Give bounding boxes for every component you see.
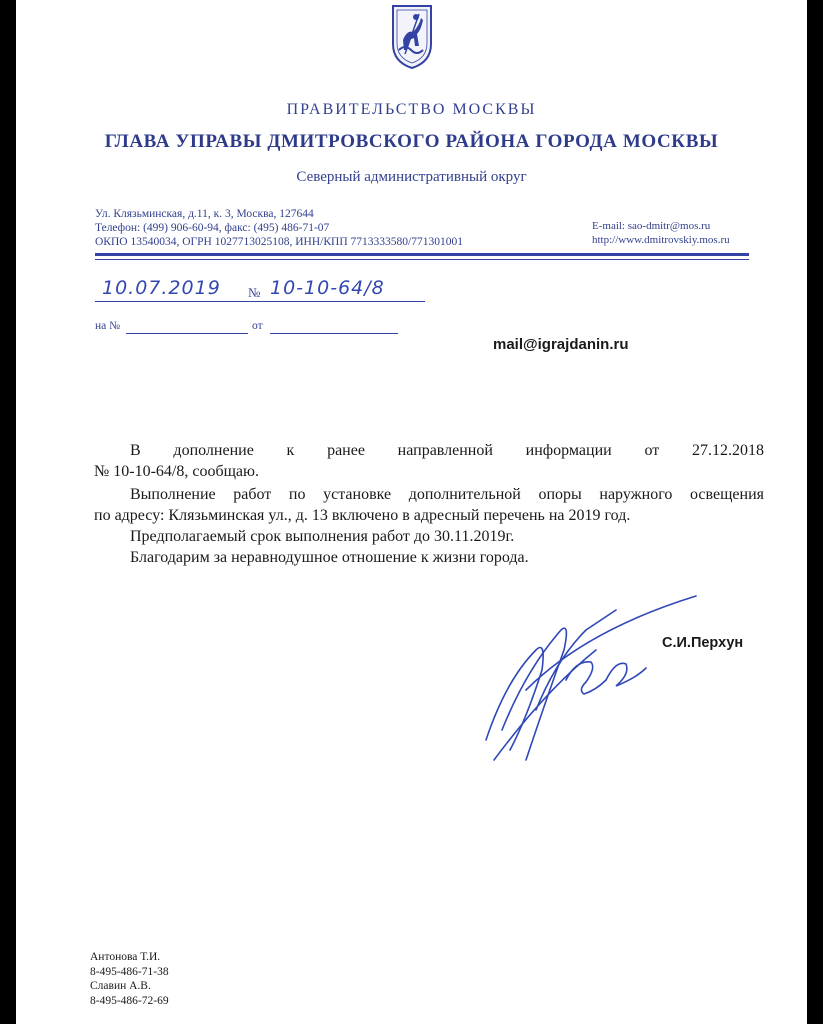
paragraph-3: Предполагаемый срок выполнения работ до 30.11.2019г. — [130, 528, 515, 545]
letterhead-divider-thick — [95, 253, 749, 256]
executor-name: Антонова Т.И. — [90, 951, 161, 963]
paragraph-1-line-2: № 10-10-64/8, сообщаю. — [94, 463, 259, 480]
phone-line: Телефон: (499) 906-60-94, факс: (495) 486-71-07 — [95, 222, 330, 234]
number-sign: № — [248, 285, 261, 300]
government-title: ПРАВИТЕЛЬСТВО МОСКВЫ — [286, 101, 537, 118]
district-name: Северный административный округ — [296, 169, 527, 185]
head-title: ГЛАВА УПРАВЫ ДМИТРОВСКОГО РАЙОНА ГОРОДА МОСКВЫ — [104, 131, 719, 152]
paragraph-2-line-1: Выполнение работ по установке дополнительной опоры наружного освещения — [130, 486, 764, 503]
signer-name: С.И.Перхун — [662, 635, 744, 651]
website-line: http://www.dmitrovskiy.mos.ru — [592, 233, 730, 246]
letter-page — [16, 0, 807, 1024]
letterhead-divider-thin — [95, 259, 749, 260]
reply-to-label: на № — [95, 320, 121, 332]
date-number-underline — [95, 301, 425, 302]
address-line: Ул. Клязьминская, д.11, к. 3, Москва, 127644 — [95, 208, 314, 220]
registry-line: ОКПО 13540034, ОГРН 1027713025108, ИНН/КПП 7713333580/771301001 — [95, 236, 463, 248]
paragraph-4: Благодарим за неравнодушное отношение к жизни города. — [130, 549, 529, 566]
executor-name: Славин А.В. — [90, 980, 151, 992]
executor-phone: 8-495-486-71-38 — [90, 965, 169, 978]
address-block — [95, 207, 463, 249]
email-line: E-mail: sao-dmitr@mos.ru — [592, 220, 711, 232]
paragraph-1-line-1: В дополнение к ранее направленной информации от 27.12.2018 — [130, 442, 764, 459]
recipient-address: mail@igrajdanin.ru — [493, 336, 629, 353]
executor-phone: 8-495-486-72-69 — [90, 994, 169, 1007]
from-label: от — [252, 320, 263, 332]
reply-number-line — [126, 333, 248, 334]
moscow-coat-of-arms-icon — [389, 4, 435, 70]
reply-date-line — [270, 333, 398, 334]
handwritten-signature-icon — [466, 590, 706, 770]
contacts-block — [592, 220, 730, 247]
paragraph-2-line-2: по адресу: Клязьминская ул., д. 13 включено в адресный перечень на 2019 год. — [94, 507, 631, 524]
executors-block — [90, 950, 169, 1008]
handwritten-number: 10-10-64/8 — [270, 277, 385, 299]
handwritten-date: 10.07.2019 — [102, 277, 221, 299]
